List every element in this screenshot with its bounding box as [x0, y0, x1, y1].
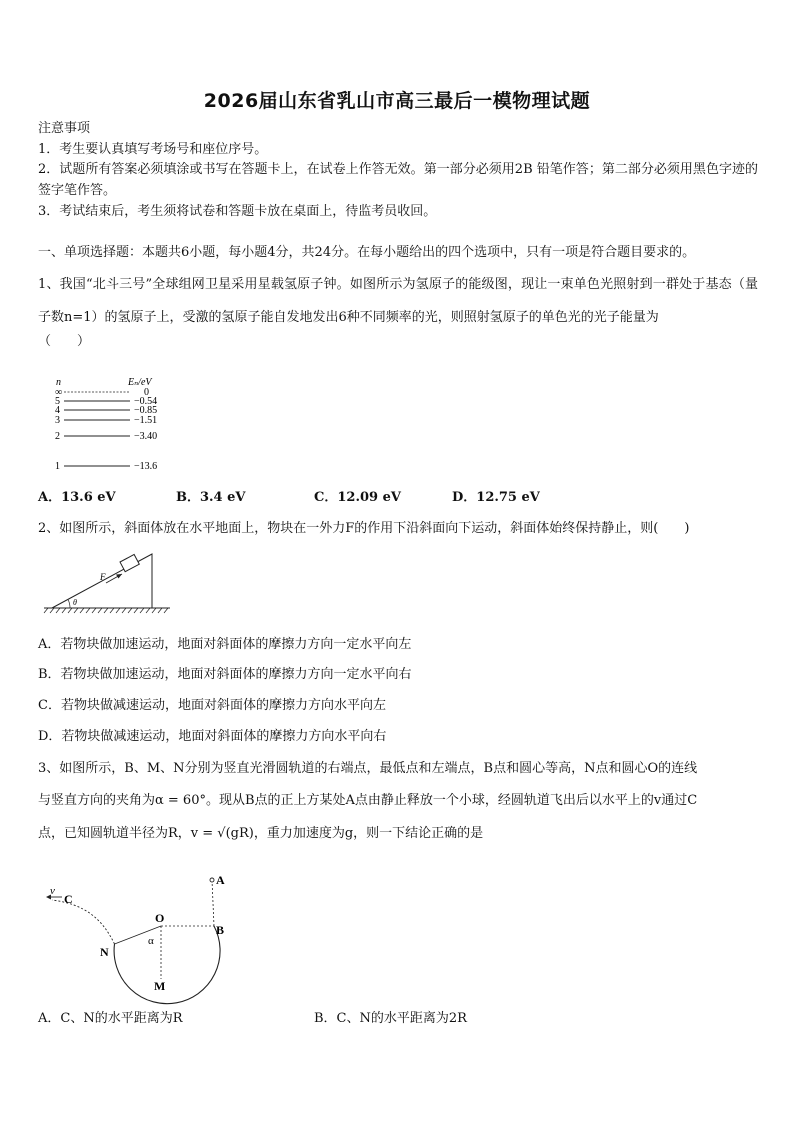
q3-option-a: A．C、N的水平距离为R	[38, 1011, 183, 1026]
label-v: v	[50, 885, 55, 897]
level-e-2: −3.40	[134, 431, 158, 442]
energy-levels	[55, 387, 157, 472]
label-o: O	[155, 911, 165, 925]
level-e-5: −0.54	[134, 396, 158, 407]
notice-item-2: 2．试题所有答案必须填涂或书写在答题卡上，在试卷上作答无效。第一部分必须用2B 铅笔作答；第二部分必须用黑色字迹的签字笔作答。	[38, 162, 758, 198]
radius-on	[115, 926, 162, 944]
block	[120, 554, 139, 571]
notice-item-1: 1．考生要认真填写考场号和座位序号。	[38, 142, 268, 157]
label-c: C	[64, 892, 73, 906]
q1-blank: （ ）	[38, 334, 91, 349]
q2-stem: 2、如图所示，斜面体放在水平地面上，物块在一外力F的作用下沿斜面向下运动，斜面体始终保持静止，则( )	[38, 521, 690, 536]
q1-option-a: A．13.6 eV	[38, 490, 116, 505]
level-e-inf: 0	[144, 387, 149, 398]
angle-label: θ	[73, 598, 77, 607]
label-alpha: α	[148, 935, 154, 947]
q2-option-c: C．若物块做减速运动，地面对斜面体的摩擦力方向水平向左	[38, 698, 386, 713]
ball-a	[210, 878, 214, 882]
label-n: N	[100, 945, 109, 959]
q1-option-d: D．12.75 eV	[452, 490, 540, 505]
circular-track-diagram	[40, 866, 240, 993]
level-n-inf: ∞	[55, 387, 63, 398]
q3-line-2: 与竖直方向的夹角为α = 60°。现从B点的正上方某处A点由静止释放一个小球，经圆轨道飞出后以水平上的v通过C	[38, 793, 698, 808]
angle-arc	[68, 600, 70, 609]
label-m: M	[154, 979, 166, 993]
level-e-4: −0.85	[134, 405, 158, 416]
label-a: A	[216, 873, 225, 887]
q2-option-d: D．若物块做减速运动，地面对斜面体的摩擦力方向水平向右	[38, 729, 387, 744]
energy-level-diagram	[52, 376, 182, 476]
projectile-path	[52, 900, 115, 944]
force-arrow-head	[116, 574, 122, 579]
q1-stem: 1、我国“北斗三号”全球组网卫星采用星载氢原子钟。如图所示为氢原子的能级图，现让一束单色光照射到一群处于基态（量子数n=1）的氢原子上，受激的氢原子能自发地发出6种不同频率的光，则照射氢原子的单色光的光子能量为	[38, 277, 758, 325]
q2-option-a: A．若物块做加速运动，地面对斜面体的摩擦力方向一定水平向左	[38, 637, 412, 652]
level-e-3: −1.51	[134, 415, 158, 426]
q1-option-c: C．12.09 eV	[314, 490, 401, 505]
incline-diagram	[40, 549, 180, 615]
notice-heading: 注意事项	[38, 121, 91, 136]
level-e-1: −13.6	[134, 461, 158, 472]
level-n-5: 5	[55, 396, 60, 407]
level-n-2: 2	[55, 431, 60, 442]
level-n-1: 1	[55, 461, 60, 472]
label-b: B	[216, 923, 225, 937]
n-axis-label: n	[56, 377, 61, 388]
q2-option-b: B．若物块做加速运动，地面对斜面体的摩擦力方向一定水平向右	[38, 667, 412, 682]
force-label: F	[100, 572, 106, 582]
level-n-4: 4	[55, 405, 60, 416]
page-title: 2026届山东省乳山市高三最后一模物理试题	[203, 90, 591, 112]
fall-path	[212, 880, 214, 926]
section-heading: 一、单项选择题：本题共6小题，每小题4分，共24分。在每小题给出的四个选项中，只有一项是符合题目要求的。	[38, 245, 696, 260]
notice-item-3: 3．考试结束后，考生须将试卷和答题卡放在桌面上，待监考员收回。	[38, 204, 437, 219]
level-n-3: 3	[55, 415, 60, 426]
q3-line-3: 点，已知圆轨道半径为R，v = √(gR)，重力加速度为g，则一下结论正确的是	[38, 826, 484, 841]
energy-axis-label: Eₙ/eV	[128, 377, 152, 388]
ground-hatching	[44, 608, 168, 613]
q1-option-b: B．3.4 eV	[176, 490, 246, 505]
q3-line-1: 3、如图所示，B、M、N分别为竖直光滑圆轨道的右端点，最低点和左端点，B点和圆心等高，N点和圆心O的连线	[38, 761, 698, 776]
q3-option-b: B．C、N的水平距离为2R	[314, 1011, 467, 1026]
